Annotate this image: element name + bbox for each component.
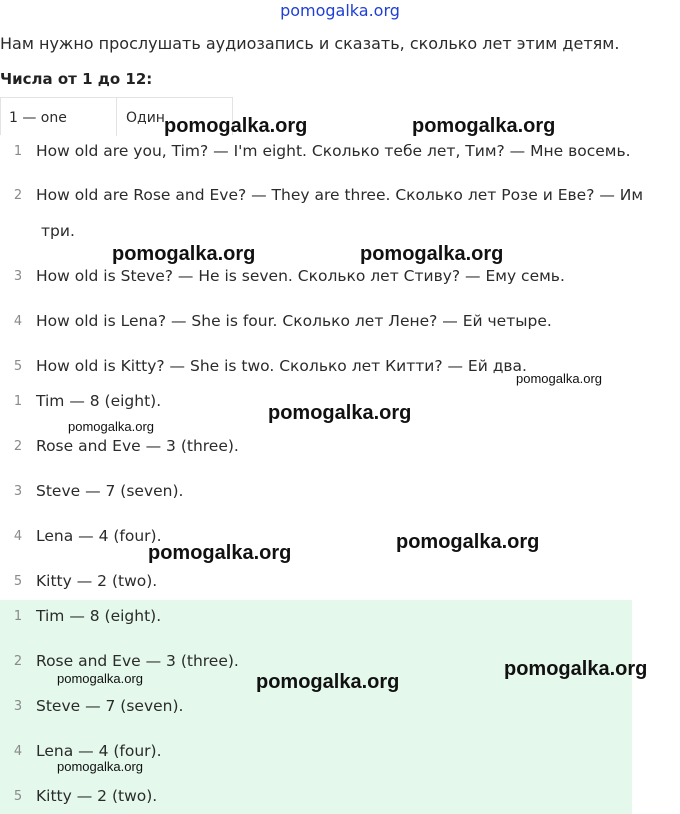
answer-line: Kitty — 2 (two).	[36, 572, 158, 590]
list-item-number: 1	[13, 144, 23, 159]
list-item-number: 4	[13, 744, 23, 759]
answer-line: Lena — 4 (four).	[36, 527, 162, 545]
dialogue-line: How old are Rose and Eve? — They are three. Сколько лет Розе и Еве? — Им	[36, 186, 644, 204]
highlighted-answer-line: Steve — 7 (seven).	[36, 697, 184, 715]
watermark: pomogalka.org	[360, 243, 504, 265]
list-item-number: 1	[13, 394, 23, 409]
watermark: pomogalka.org	[516, 371, 602, 386]
list-item-number: 2	[13, 654, 23, 669]
numbers-table-english: 1 — one	[9, 110, 67, 126]
watermark-top: pomogalka.org	[280, 1, 400, 20]
intro-text: Нам нужно прослушать аудиозапись и сказать, сколько лет этим детям.	[0, 34, 620, 53]
watermark: pomogalka.org	[68, 419, 154, 434]
list-item-number: 3	[13, 484, 23, 499]
watermark: pomogalka.org	[57, 671, 143, 686]
answer-line: Tim — 8 (eight).	[36, 392, 162, 410]
dialogue-line: How old is Steve? — He is seven. Сколько лет Стиву? — Ему семь.	[36, 267, 565, 285]
answer-line: Rose and Eve — 3 (three).	[36, 437, 239, 455]
dialogue-line-continuation: три.	[41, 222, 75, 240]
watermark: pomogalka.org	[412, 115, 556, 137]
highlighted-answer-line: Rose and Eve — 3 (three).	[36, 652, 239, 670]
list-item-number: 3	[13, 269, 23, 284]
watermark: pomogalka.org	[396, 531, 540, 553]
list-item-number: 2	[13, 439, 23, 454]
watermark: pomogalka.org	[112, 243, 256, 265]
list-item-number: 5	[13, 789, 23, 804]
dialogue-line: How old is Lena? — She is four. Сколько лет Лене? — Ей четыре.	[36, 312, 552, 330]
list-item-number: 1	[13, 609, 23, 624]
watermark: pomogalka.org	[148, 542, 292, 564]
list-item-number: 3	[13, 699, 23, 714]
watermark: pomogalka.org	[256, 671, 400, 693]
watermark: pomogalka.org	[164, 115, 308, 137]
answer-line: Steve — 7 (seven).	[36, 482, 184, 500]
highlighted-answer-line: Lena — 4 (four).	[36, 742, 162, 760]
highlighted-answer-line: Kitty — 2 (two).	[36, 787, 158, 805]
highlighted-answer-line: Tim — 8 (eight).	[36, 607, 162, 625]
watermark: pomogalka.org	[57, 759, 143, 774]
list-item-number: 5	[13, 359, 23, 374]
watermark: pomogalka.org	[268, 402, 412, 424]
list-item-number: 4	[13, 314, 23, 329]
numbers-table-russian: Один	[126, 110, 165, 126]
list-item-number: 5	[13, 574, 23, 589]
list-item-number: 2	[13, 188, 23, 203]
dialogue-line: How old are you, Tim? — I'm eight. Сколько тебе лет, Тим? — Мне восемь.	[36, 142, 631, 160]
numbers-heading: Числа от 1 до 12:	[0, 70, 153, 88]
dialogue-line: How old is Kitty? — She is two. Сколько лет Китти? — Ей два.	[36, 357, 527, 375]
list-item-number: 4	[13, 529, 23, 544]
watermark: pomogalka.org	[504, 658, 648, 680]
